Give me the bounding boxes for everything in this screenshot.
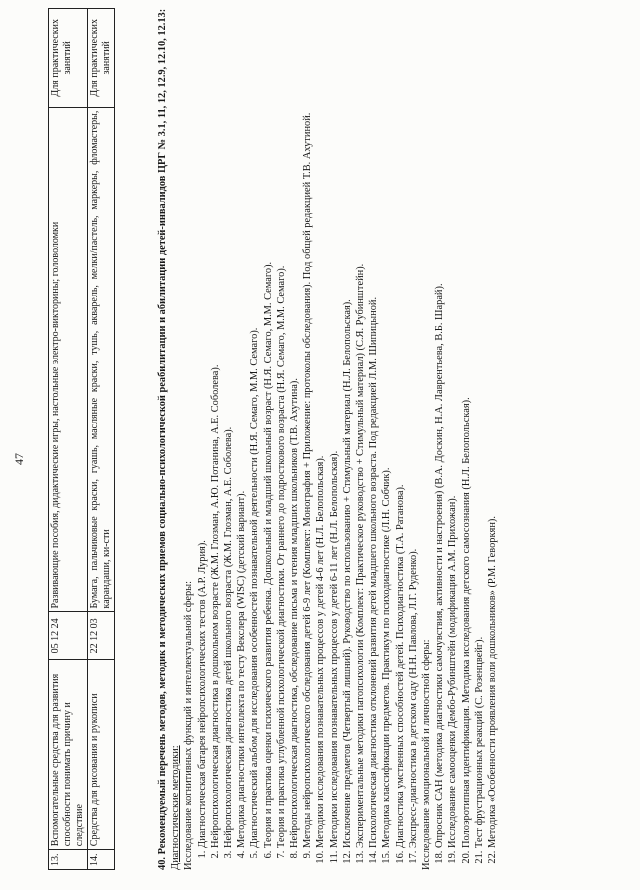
list-item: 7. Теория и практика углубленной психологической диагностики. От раннего до подросткового возраста (Н.Я. Семаго, М.М. Семаго). bbox=[275, 8, 288, 848]
list-item: 22. Методика «Особенности проявления воли дошкольников» (Р.М. Геворкян). bbox=[486, 8, 499, 848]
list-item: 6. Теория и практика оценки психического развития ребенка. Дошкольный и младший школьный возраст (Н.Я. Семаго, М.М. Семаго). bbox=[262, 8, 275, 848]
row-code: 22 12 03 bbox=[88, 612, 115, 660]
list-item: 14. Психологическая диагностика отклонений развития детей младшего школьного возраста. Под редакцией Л.М. Шипицыной. bbox=[367, 8, 380, 848]
table-row bbox=[49, 9, 88, 870]
list-item: 1. Диагностическая батарея нейропсихологических тестов (А.Р. Лурия). bbox=[196, 8, 209, 848]
list-item: 2. Нейропсихологическая диагностика в дошкольном возрасте (Ж.М. Глозман, А.Ю. Потанина, А.Е. Соболева). bbox=[209, 8, 222, 848]
page-number: 47 bbox=[12, 453, 26, 465]
row-usage: Для практических занятий bbox=[49, 9, 88, 108]
list-item: 21. Тест фрустрационных реакций (С. Розенцвейг). bbox=[473, 8, 486, 848]
list-item: 10. Методики исследования познавательных процессов у детей 4-6 лет (Н.Л. Белопольская). bbox=[314, 8, 327, 848]
list-item: 16. Диагностика умственных способностей детей. Психодиагностика (Т.А. Ратанова). bbox=[394, 8, 407, 848]
row-number: 14. bbox=[88, 850, 115, 870]
row-name: Средства для рисования и рукописи bbox=[88, 660, 115, 850]
list-item: 18. Опросник САН (методика диагностики самочувствия, активности и настроения) (В.А. Доскин, Н.А. Лаврентьева, В.Б. Шарай). bbox=[433, 8, 446, 848]
row-code: 05 12 24 bbox=[49, 612, 88, 660]
cognitive-title: Исследование когнитивных функций и интеллектуальной сферы: bbox=[183, 580, 195, 870]
list-item: 11. Методики исследования познавательных процессов у детей 6-11 лет (Н.Л. Белопольская). bbox=[328, 8, 341, 848]
row-usage: Для практических занятий bbox=[88, 9, 115, 108]
emotional-list bbox=[433, 8, 499, 870]
section-heading: 40. Рекомендуемый перечень методов, методик и методических приемов социально-психологической реабилитации и абилитации детей-инвалидов ЦРГ № 3.1, 11, 12, 12.9, 12.10, 12.13: bbox=[157, 8, 168, 870]
resources-table bbox=[48, 8, 115, 870]
list-item: 13. Экспериментальные методики патопсихологии (Комплект: Практическое руководство + Стимульный материал) (С.Я. Рубинштейн). bbox=[354, 8, 367, 848]
row-description: Развивающие пособия, дидактические игры, настольные электро-викторины; головоломки bbox=[49, 107, 88, 612]
section-text bbox=[156, 8, 499, 870]
list-item: 4. Методика диагностики интеллекта по тесту Векслера (WISC) (детский вариант). bbox=[235, 8, 248, 848]
list-item: 3. Нейропсихологическая диагностика детей школьного возраста (Ж.М. Глозман, А.Е. Соболева). bbox=[222, 8, 235, 848]
list-item: 9. Методы нейропсихологического обследования детей 6-9 лет (Комплект: Монография + Приложение: протоколы обследования). Под общей редакцией Т.В. Ахутиной. bbox=[301, 8, 314, 848]
cognitive-list bbox=[196, 8, 420, 870]
list-item: 15. Методика классификации предметов. Практикум по психодиагностике (Л.Н. Собчик). bbox=[380, 8, 393, 848]
list-item: 17. Экспресс-диагностика в детском саду (Н.Н. Павлова, Л.Г. Руденко). bbox=[407, 8, 420, 848]
row-description: Бумага, пальчиковые краски, гуашь, масляные краски, тушь, акварель, мелки/пастель, маркеры, фломастеры, карандаши, ки-сти bbox=[88, 107, 115, 612]
list-item: 5. Диагностический альбом для исследования особенностей познавательной деятельности (Н.Я. Семаго, М.М. Семаго). bbox=[248, 8, 261, 848]
row-name: Вспомогательные средства для развития способности понимать причину и следствие bbox=[49, 660, 88, 850]
section-subheading: Диагностические методики: bbox=[170, 745, 182, 870]
table-row bbox=[88, 9, 115, 870]
emotional-title: Исследование эмоциональной и личностной сферы: bbox=[421, 639, 433, 870]
row-number: 13. bbox=[49, 850, 88, 870]
list-item: 19. Исследование самооценки Дембо-Рубинштейн (модификация А.М. Прихожан). bbox=[446, 8, 459, 848]
list-item: 8. Нейропсихологическая диагностика, обследование письма и чтения младших школьников (Т.В. Ахутина). bbox=[288, 8, 301, 848]
list-item: 20. Полоэротипная идентификация. Методика исследования детского самосознания (Н.Л. Белопольская). bbox=[460, 8, 473, 848]
list-item: 12. Исключение предметов (Четвертый лишний). Руководство по использованию + Стимульный материал (Н.Л. Белопольская). bbox=[341, 8, 354, 848]
